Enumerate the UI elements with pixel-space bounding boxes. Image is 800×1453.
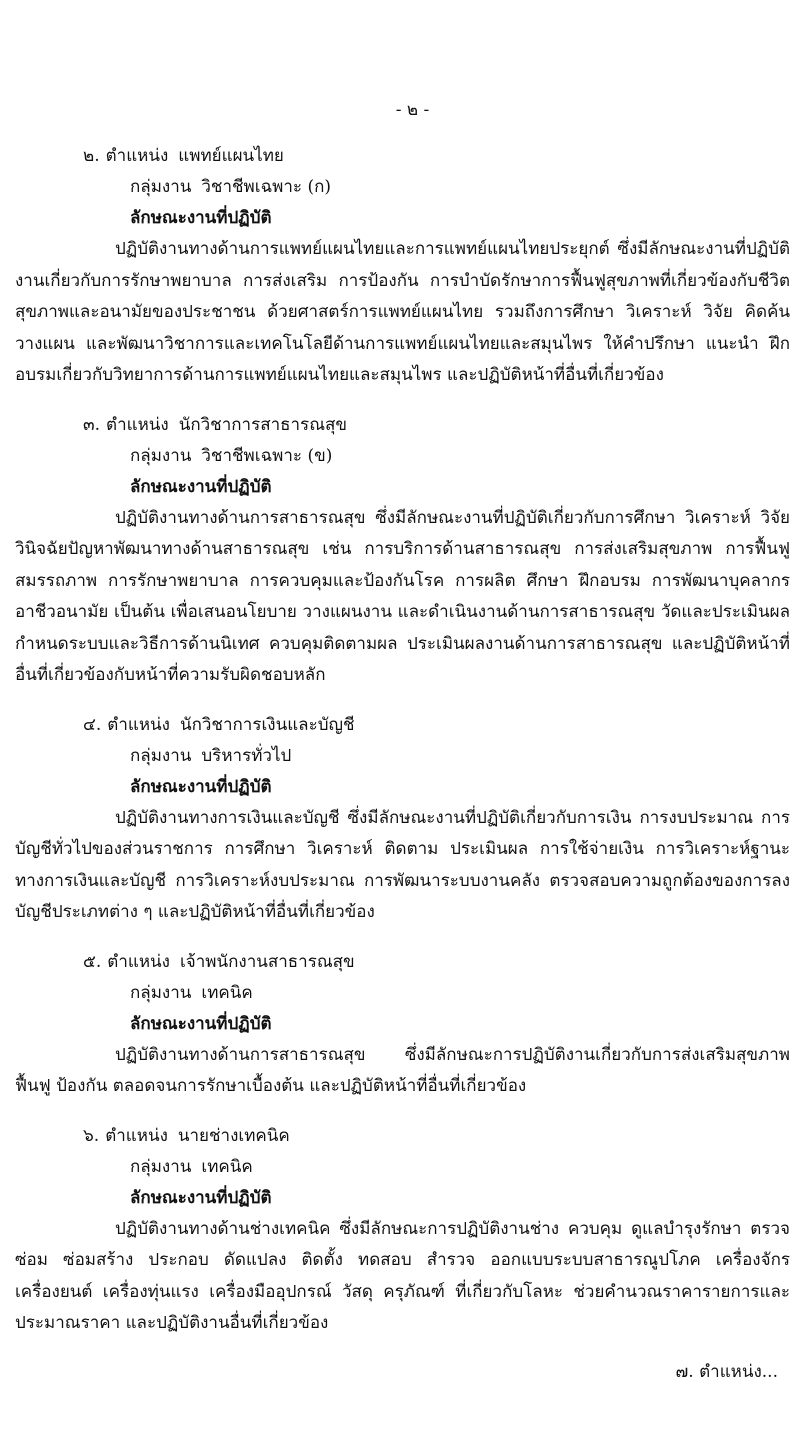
position-label: ตำแหน่ง xyxy=(107,714,170,735)
position-label: ตำแหน่ง xyxy=(105,1125,168,1146)
position-section-5 xyxy=(15,947,790,1103)
job-group-value: เทคนิค xyxy=(201,1156,253,1177)
duty-heading: ลักษณะงานที่ปฏิบัติ xyxy=(130,476,272,497)
position-title: นักวิชาการสาธารณสุข xyxy=(178,414,347,435)
position-section-2 xyxy=(15,141,790,392)
job-group-value: บริหารทั่วไป xyxy=(201,745,292,766)
duty-heading: ลักษณะงานที่ปฏิบัติ xyxy=(130,776,272,797)
position-heading xyxy=(15,141,790,172)
job-group-line xyxy=(15,978,790,1009)
position-title: นักวิชาการเงินและบัญชี xyxy=(179,714,355,735)
position-heading xyxy=(15,410,790,441)
job-group-line xyxy=(15,172,790,203)
job-group-label: กลุ่มงาน xyxy=(130,982,192,1003)
job-group-value: เทคนิค xyxy=(201,982,253,1003)
duty-description: ปฏิบัติงานทางด้านการสาธารณสุข ซึ่งมีลักษณะการปฏิบัติงานเกี่ยวกับการส่งเสริมสุขภาพ ฟื้นฟู ป้องกัน ตลอดจนการรักษาเบื้องต้น และปฏิบัติหน้าที่อื่นที่เกี่ยวข้อง xyxy=(15,1044,790,1096)
position-number: ๔. xyxy=(83,714,102,735)
job-group-label: กลุ่มงาน xyxy=(130,745,192,766)
duty-heading: ลักษณะงานที่ปฏิบัติ xyxy=(130,1013,272,1034)
position-heading xyxy=(15,1121,790,1152)
job-group-line xyxy=(15,1152,790,1183)
position-label: ตำแหน่ง xyxy=(105,146,169,166)
position-section-4 xyxy=(15,710,790,929)
position-section-3 xyxy=(15,410,790,692)
position-title: แพทย์แผนไทย xyxy=(178,146,284,166)
duty-heading: ลักษณะงานที่ปฏิบัติ xyxy=(130,208,272,228)
job-group-value: วิชาชีพเฉพาะ (ข) xyxy=(201,445,333,466)
job-group-label: กลุ่มงาน xyxy=(130,177,192,197)
position-number: ๓. xyxy=(83,414,101,435)
position-heading xyxy=(15,947,790,978)
job-group-label: กลุ่มงาน xyxy=(130,445,192,466)
duty-description: ปฏิบัติงานทางด้านการสาธารณสุข ซึ่งมีลักษณะงานที่ปฏิบัติเกี่ยวกับการศึกษา วิเคราะห์ วิจัย วินิจฉัยปัญหาพัฒนาทางด้านสาธารณสุข เช่น การบริการด้านสาธารณสุข การส่งเสริมสุขภาพ การฟื้นฟูสมรรถภาพ การรักษาพยาบาล การควบคุมและป้องกันโรค การผลิต ศึกษา ฝึกอบรม การพัฒนาบุคลากร อาชีวอนามัย เป็นต้น เพื่อเสนอนโยบาย วางแผนงาน และดำเนินงานด้านการสาธารณสุข วัดและประเมินผล กำหนดระบบและวิธีการด้านนิเทศ ควบคุมติดตามผล ประเมินผลงานด้านการสาธารณสุข และปฏิบัติหน้าที่อื่นที่เกี่ยวข้องกับหน้าที่ความรับผิดชอบหลัก xyxy=(15,507,790,685)
position-heading xyxy=(15,710,790,741)
position-title: นายช่างเทคนิค xyxy=(177,1125,290,1146)
position-number: ๖. xyxy=(83,1125,100,1146)
page-number: - ๒ - xyxy=(395,100,430,120)
position-title: เจ้าพนักงานสาธารณสุข xyxy=(179,951,355,972)
position-number: ๕. xyxy=(83,951,102,972)
job-group-value: วิชาชีพเฉพาะ (ก) xyxy=(201,177,331,197)
job-group-line xyxy=(15,741,790,772)
duty-heading: ลักษณะงานที่ปฏิบัติ xyxy=(130,1187,272,1208)
position-label: ตำแหน่ง xyxy=(107,951,170,972)
position-section-6 xyxy=(15,1121,790,1340)
job-group-label: กลุ่มงาน xyxy=(130,1156,192,1177)
position-number: ๒. xyxy=(83,146,100,166)
duty-description: ปฏิบัติงานทางการเงินและบัญชี ซึ่งมีลักษณะงานที่ปฏิบัติเกี่ยวกับการเงิน การงบประมาณ การบัญชีทั่วไปของส่วนราชการ การศึกษา วิเคราะห์ ติดตาม ประเมินผล การใช้จ่ายเงิน การวิเคราะห์ฐานะทางการเงินและบัญชี การวิเคราะห์งบประมาณ การพัฒนาระบบงานคลัง ตรวจสอบความถูกต้องของการลงบัญชีประเภทต่าง ๆ และปฏิบัติหน้าที่อื่นที่เกี่ยวข้อง xyxy=(15,807,790,922)
duty-description: ปฏิบัติงานทางด้านการแพทย์แผนไทยและการแพทย์แผนไทยประยุกต์ ซึ่งมีลักษณะงานที่ปฏิบัติงานเกี่ยวกับการรักษาพยาบาล การส่งเสริม การป้องกัน การบำบัดรักษาการฟื้นฟูสุขภาพที่เกี่ยวข้องกับชีวิตสุขภาพและอนามัยของประชาชน ด้วยศาสตร์การแพทย์แผนไทย รวมถึงการศึกษา วิเคราะห์ วิจัย คิดค้นวางแผน และพัฒนาวิชาการและเทคโนโลยีด้านการแพทย์แผนไทยและสมุนไพร ให้คำปรึกษา แนะนำ ฝึกอบรมเกี่ยวกับวิทยาการด้านการแพทย์แผนไทยและสมุนไพร และปฏิบัติหน้าที่อื่นที่เกี่ยวข้อง xyxy=(15,239,790,385)
duty-description: ปฏิบัติงานทางด้านช่างเทคนิค ซึ่งมีลักษณะการปฏิบัติงานช่าง ควบคุม ดูแลบำรุงรักษา ตรวจซ่อม ซ่อมสร้าง ประกอบ ดัดแปลง ติดตั้ง ทดสอบ สำรวจ ออกแบบระบบสาธารณูปโภค เครื่องจักร เครื่องยนต์ เครื่องทุ่นแรง เครื่องมืออุปกรณ์ วัสดุ ครุภัณฑ์ ที่เกี่ยวกับโลหะ ช่วยคำนวณราคารายการและประมาณราคา และปฏิบัติงานอื่นที่เกี่ยวข้อง xyxy=(15,1218,790,1333)
continued-note: ๗. ตำแหน่ง... xyxy=(675,1361,778,1382)
job-group-line xyxy=(15,441,790,472)
position-label: ตำแหน่ง xyxy=(106,414,169,435)
